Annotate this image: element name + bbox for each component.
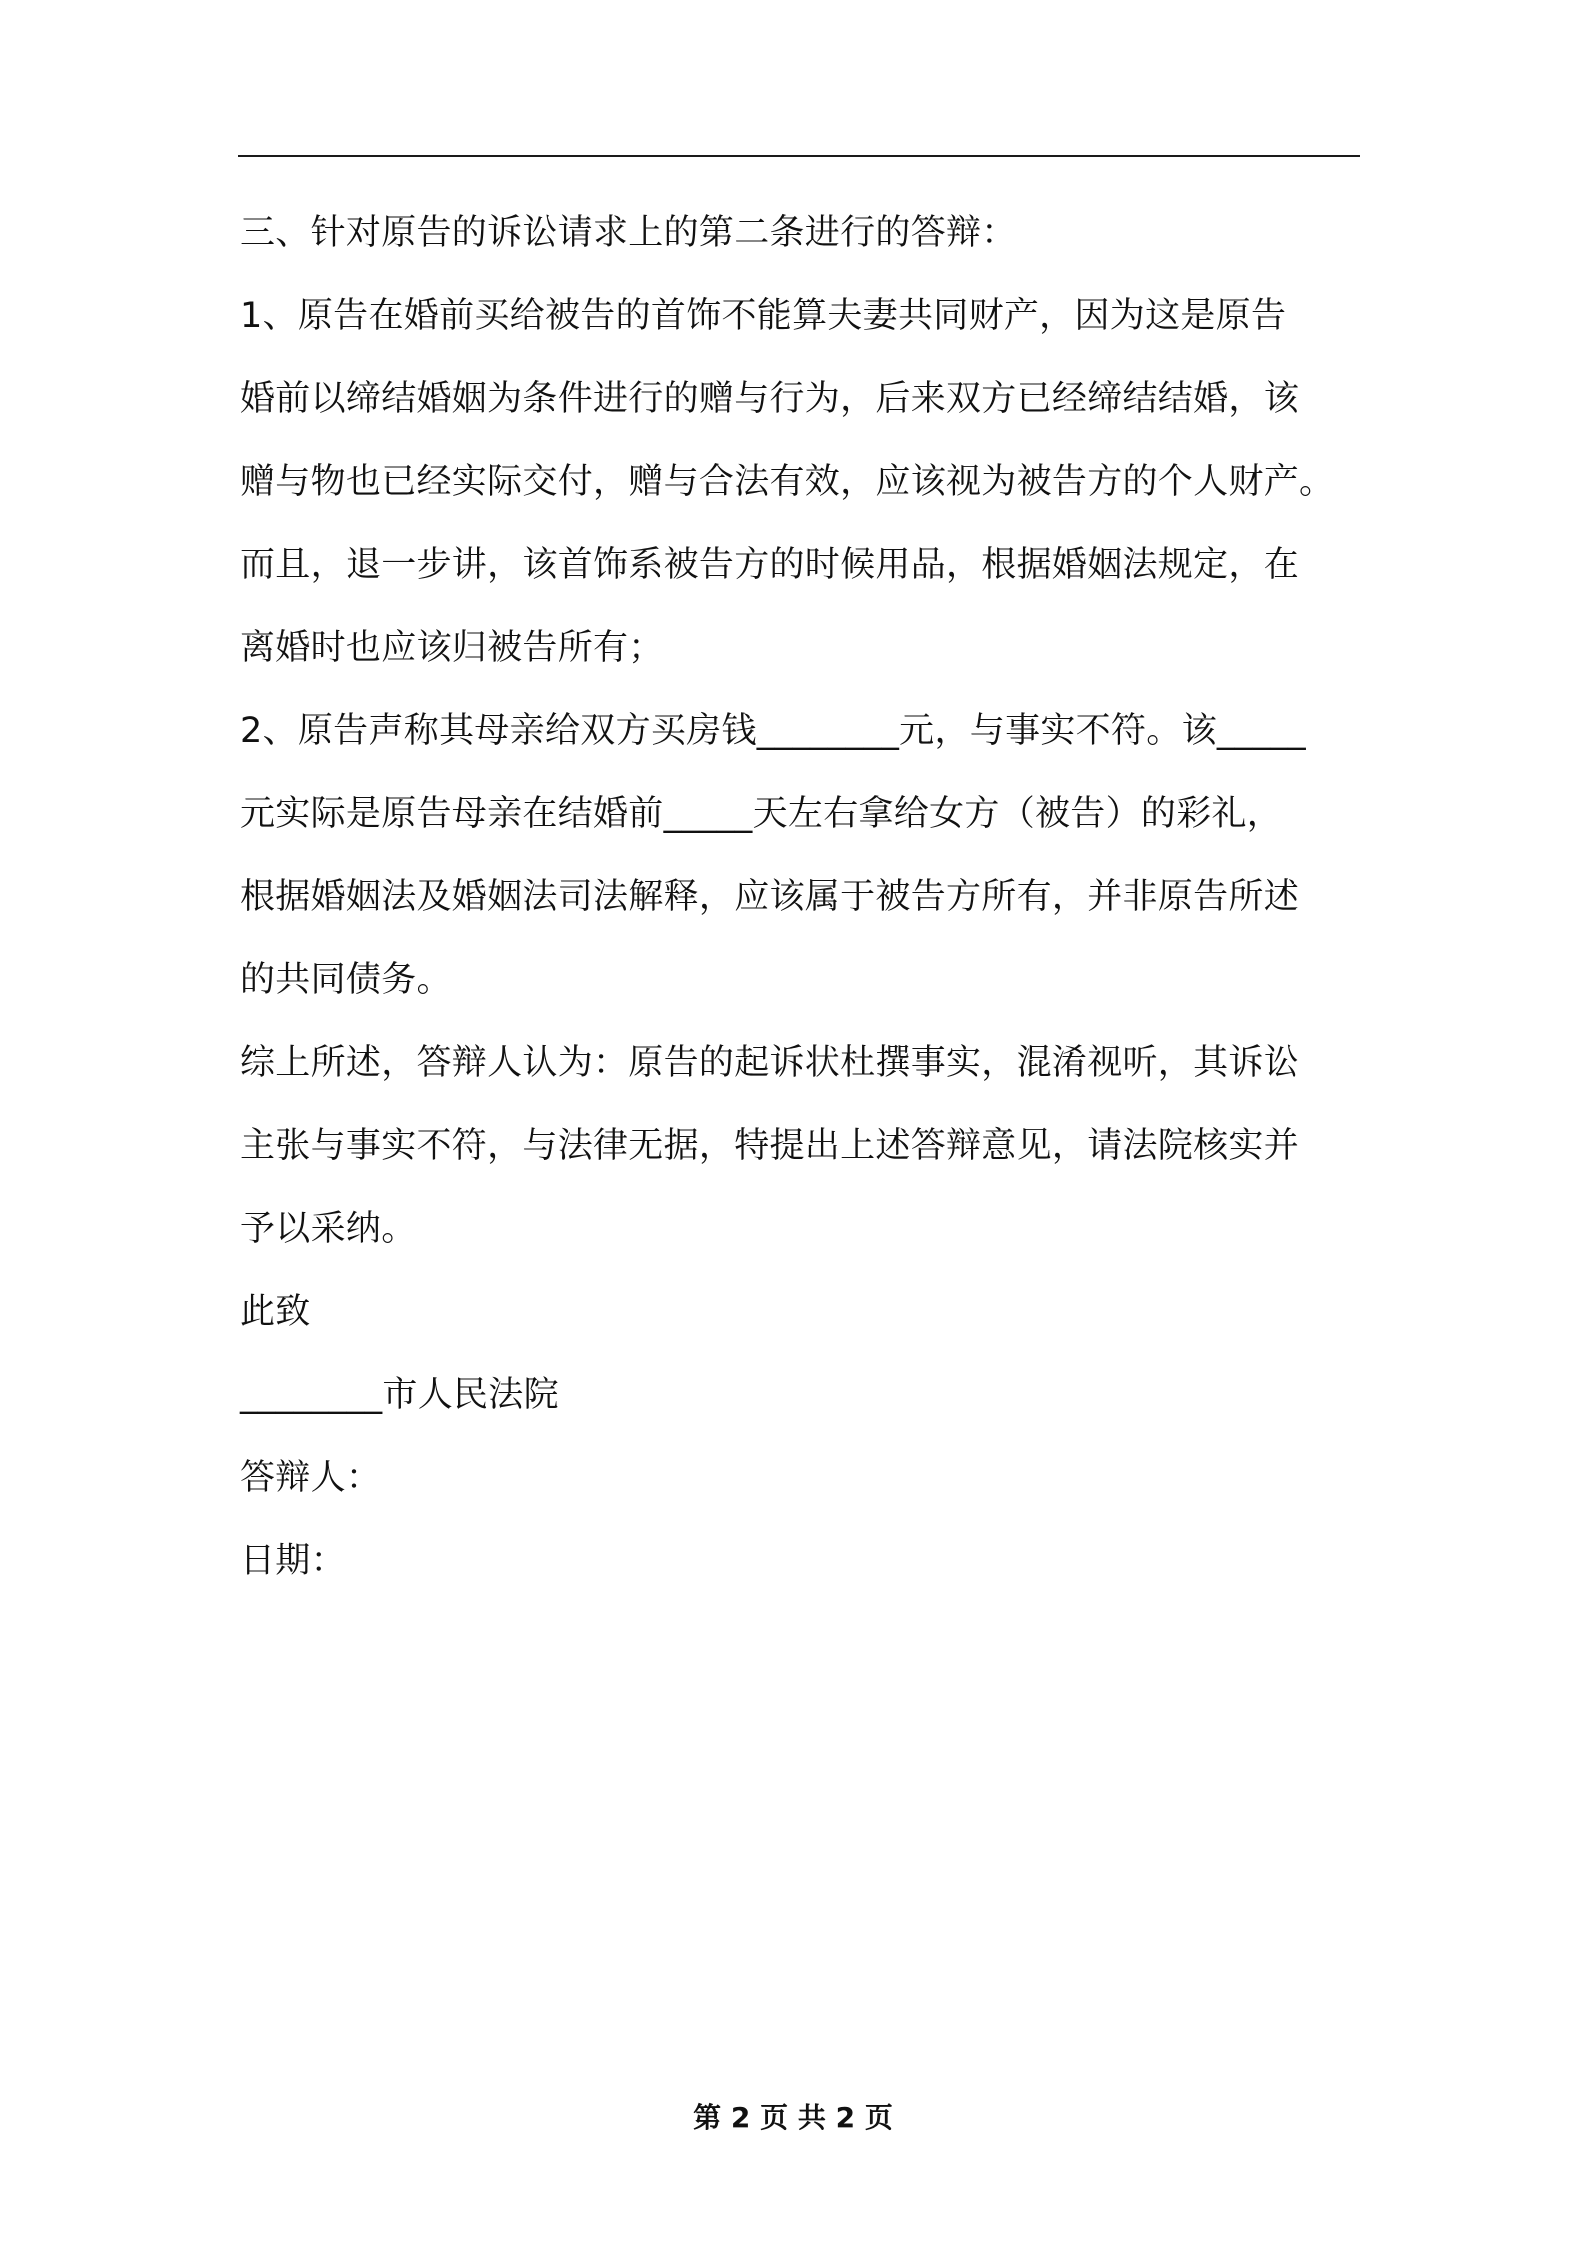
paragraph-line: 的共同债务。 [240, 960, 452, 1000]
addressee-court: ________市人民法院 [240, 1375, 559, 1415]
section-heading: 三、针对原告的诉讼请求上的第二条进行的答辩： [240, 213, 1017, 253]
conclusion-line: 予以采纳。 [240, 1209, 417, 1249]
page-indicator: 第 2 页 共 2 页 [693, 2101, 893, 2134]
document-body [240, 192, 1360, 1603]
conclusion-line: 主张与事实不符，与法律无据，特提出上述答辩意见，请法院核实并 [240, 1126, 1300, 1166]
paragraph-line: 1、原告在婚前买给被告的首饰不能算夫妻共同财产，因为这是原告 [240, 296, 1287, 336]
paragraph-line: 赠与物也已经实际交付，赠与合法有效，应该视为被告方的个人财产。 [240, 462, 1335, 502]
paragraph-line: 根据婚姻法及婚姻法司法解释，应该属于被告方所有，并非原告所述 [240, 877, 1300, 917]
date-label: 日期： [240, 1541, 346, 1581]
salutation: 此致 [240, 1292, 311, 1332]
paragraph-line: 婚前以缔结婚姻为条件进行的赠与行为，后来双方已经缔结结婚，该 [240, 379, 1300, 419]
signatory-label: 答辩人： [240, 1458, 382, 1498]
conclusion-line: 综上所述，答辩人认为：原告的起诉状杜撰事实，混淆视听，其诉讼 [240, 1043, 1300, 1083]
paragraph-line: 元实际是原告母亲在结婚前_____天左右拿给女方（被告）的彩礼， [240, 794, 1283, 834]
header-rule [238, 155, 1360, 157]
paragraph-line: 离婚时也应该归被告所有； [240, 628, 664, 668]
paragraph-line: 2、原告声称其母亲给双方买房钱________元，与事实不符。该_____ [240, 711, 1306, 751]
paragraph-line: 而且，退一步讲，该首饰系被告方的时候用品，根据婚姻法规定，在 [240, 545, 1300, 585]
